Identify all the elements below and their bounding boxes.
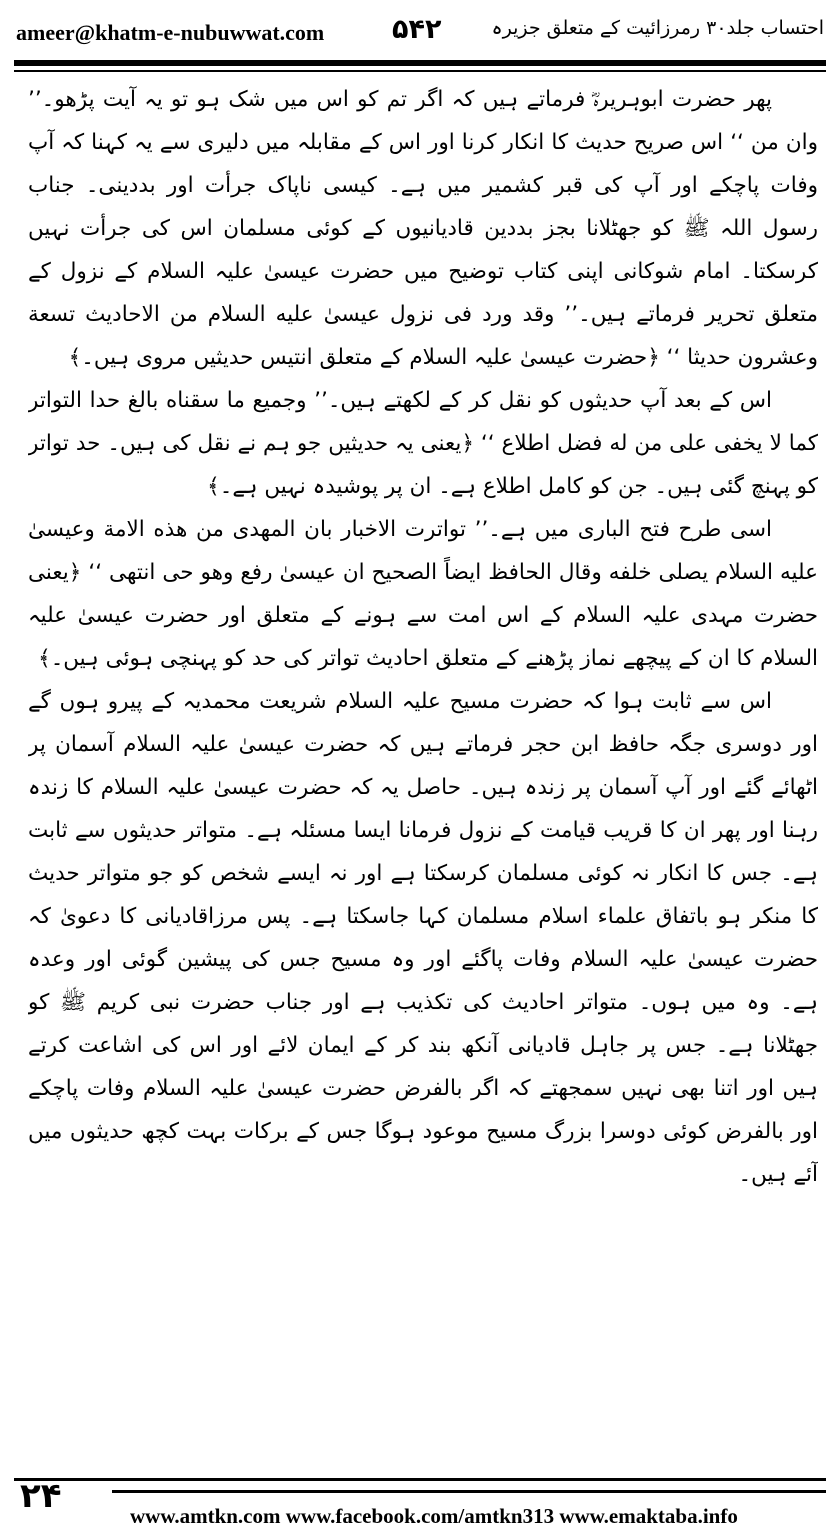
header-page-number: ۵۴۲ xyxy=(392,14,442,45)
page-header xyxy=(14,14,826,56)
page-body xyxy=(28,78,818,1468)
paragraph-4: اس سے ثابت ہوا کہ حضرت مسیح علیہ السلام شریعت محمدیہ کے پیرو ہوں گے اور دوسری جگہ حافظ ابن حجر فرماتے ہیں کہ حضرت عیسیٰ علیہ السلام آسمان پر اٹھائے گئے اور آپ آسمان پر زندہ ہیں۔ حاصل یہ کہ حضرت عیسیٰ علیہ السلام کا زندہ رہنا اور پھر ان کا قریب قیامت کے نزول فرمانا ایسا مسئلہ ہے۔ متواتر حدیثوں سے ثابت ہے۔ جس کا انکار نہ کوئی مسلمان کرسکتا ہے اور نہ ایسے شخص کو جو متواتر حدیث کا منکر ہو باتفاق علماء اسلام مسلمان کہا جاسکتا ہے۔ پس مرزاقادیانی کا دعویٰ کہ حضرت عیسیٰ علیہ السلام وفات پاگئے اور وہ مسیح جس کی پیشین گوئی اور وعدہ ہے۔ وہ میں ہوں۔ متواتر احادیث کی تکذیب ہے اور جناب حضرت نبی کریم ﷺ کو جھٹلانا ہے۔ جس پر جاہل قادیانی آنکھ بند کر کے ایمان لائے اور اس کی اشاعت کرتے ہیں اور اتنا بھی نہیں سمجھتے کہ اگر بالفرض حضرت عیسیٰ علیہ السلام وفات پاچکے اور بالفرض کوئی دوسرا بزرگ مسیح موعود ہوگا جس کے برکات بہت کچھ حدیثوں میں آئے ہیں۔ xyxy=(28,689,818,1187)
footer-urls: www.amtkn.com www.facebook.com/amtkn313 www.emaktaba.info xyxy=(130,1504,738,1528)
footer-rule-top xyxy=(14,1478,826,1481)
header-rule-thin xyxy=(14,70,826,72)
paragraph-3: اسی طرح فتح الباری میں ہے۔’’ تواترت الاخبار بان المهدی من هذه الامة وعیسیٰ علیه السلام یصلی خلفه وقال الحافظ ایضاً الصحیح ان عیسیٰ رفع وهو حی انتهی ‘‘ ﴿یعنی حضرت مہدی علیہ السلام کے اس امت سے ہونے کے متعلق اور حضرت عیسیٰ علیہ السلام کا ان کے پیچھے نماز پڑھنے کے متعلق احادیث تواتر کی حد کو پہنچی ہوئی ہیں۔﴾ xyxy=(28,517,818,671)
paragraph-1: پھر حضرت ابوہریرہؓ فرماتے ہیں کہ اگر تم کو اس میں شک ہو تو یہ آیت پڑھو۔’’ وان من ‘‘ اس صریح حدیث کا انکار کرنا اور اس کے مقابلہ میں دلیری سے یہ کہنا کہ آپ وفات پاچکے اور آپ کی قبر کشمیر میں ہے۔ کیسی ناپاک جرأت اور بددینی۔ جناب رسول اللہ ﷺ کو جھٹلانا بجز بددین قادیانیوں کے کوئی مسلمان اس کی جرأت نہیں کرسکتا۔ امام شوکانی اپنی کتاب توضیح میں حضرت عیسیٰ علیہ السلام کے نزول کے متعلق تحریر فرماتے ہیں۔’’ وقد ورد فی نزول عیسیٰ علیه السلام من الاحادیث تسعة وعشرون حدیثا ‘‘ ﴿حضرت عیسیٰ علیہ السلام کے متعلق انتیس حدیثیں مروی ہیں۔﴾ xyxy=(28,87,818,370)
page-footer xyxy=(0,1468,840,1540)
footer-page-number: ۲۴ xyxy=(20,1476,62,1516)
header-email: ameer@khatm-e-nubuwwat.com xyxy=(16,20,325,45)
footer-rule-bottom xyxy=(112,1490,826,1493)
header-rule-thick xyxy=(14,60,826,66)
paragraph-2: اس کے بعد آپ حدیثوں کو نقل کر کے لکھتے ہیں۔’’ وجمیع ما سقناه بالغ حدا التواتر کما لا یخفی علی من له فضل اطلاع ‘‘ ﴿یعنی یہ حدیثیں جو ہم نے نقل کی ہیں۔ حد تواتر کو پہنچ گئی ہیں۔ جن کو کامل اطلاع ہے۔ ان پر پوشیدہ نہیں ہے۔﴾ xyxy=(28,388,818,499)
header-title: احتساب جلد۳۰ رمرزائیت کے متعلق جزیرہ xyxy=(491,17,824,39)
